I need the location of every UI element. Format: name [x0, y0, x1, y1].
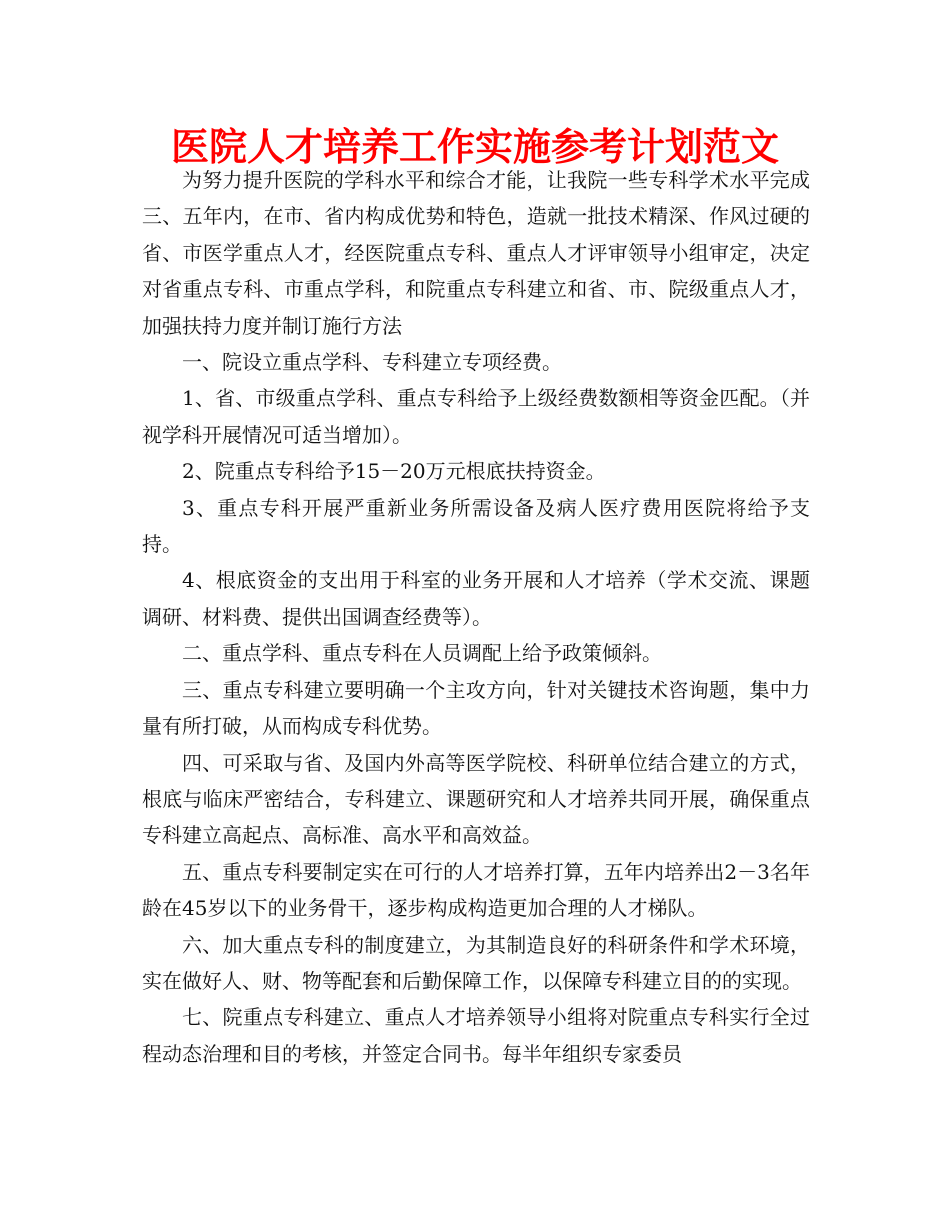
paragraph-section-7: 七、院重点专科建立、重点人才培养领导小组将对院重点专科实行全过程动态治理和目的考核，并签定合同书。每半年组织专家委员 — [142, 1005, 810, 1066]
paragraph-section-3: 三、重点专科建立要明确一个主攻方向，针对关键技术咨询题，集中力量有所打破，从而构成专科优势。 — [142, 677, 810, 739]
document-title: 医院人才培养工作实施参考计划范文 — [170, 125, 779, 169]
paragraph-section-5: 五、重点专科要制定实在可行的人才培养打算，五年内培养出2－3名年龄在45岁以下的业务骨干，逐步构成构造更加合理的人才梯队。 — [142, 859, 810, 921]
paragraph-item-1: 1、省、市级重点学科、重点专科给予上级经费数额相等资金匹配。（并视学科开展情况可适当增加）。 — [142, 386, 810, 447]
paragraph-section-4: 四、可采取与省、及国内外高等医学院校、科研单位结合建立的方式，根底与临床严密结合，专科建立、课题研究和人才培养共同开展，确保重点专科建立高起点、高标准、高水平和高效益。 — [142, 750, 810, 848]
paragraph-section-2: 二、重点学科、重点专科在人员调配上给予政策倾斜。 — [182, 641, 662, 666]
paragraph-item-2: 2、院重点专科给予15－20万元根底扶持资金。 — [182, 459, 606, 484]
paragraph-intro: 为努力提升医院的学科水平和综合才能，让我院一些专科学术水平完成三、五年内，在市、省内构成优势和特色，造就一批技术精深、作风过硬的省、市医学重点人才，经医院重点专科、重点人才评审领导小组审定，决定对省重点专科、市重点学科，和院重点专科建立和省、市、院级重点人才，加强扶持力度并制订施行方法 — [142, 168, 810, 338]
paragraph-item-4: 4、根底资金的支出用于科室的业务开展和人才培养（学术交流、课题调研、材料费、提供出国调查经费等）。 — [142, 568, 810, 629]
paragraph-item-3: 3、重点专科开展严重新业务所需设备及病人医疗费用医院将给予支持。 — [142, 495, 810, 557]
document-body — [142, 162, 810, 1072]
paragraph-section-1: 一、院设立重点学科、专科建立专项经费。 — [182, 350, 562, 375]
paragraph-section-6: 六、加大重点专科的制度建立，为其制造良好的科研条件和学术环境，实在做好人、财、物等配套和后勤保障工作，以保障专科建立目的的实现。 — [142, 932, 810, 993]
